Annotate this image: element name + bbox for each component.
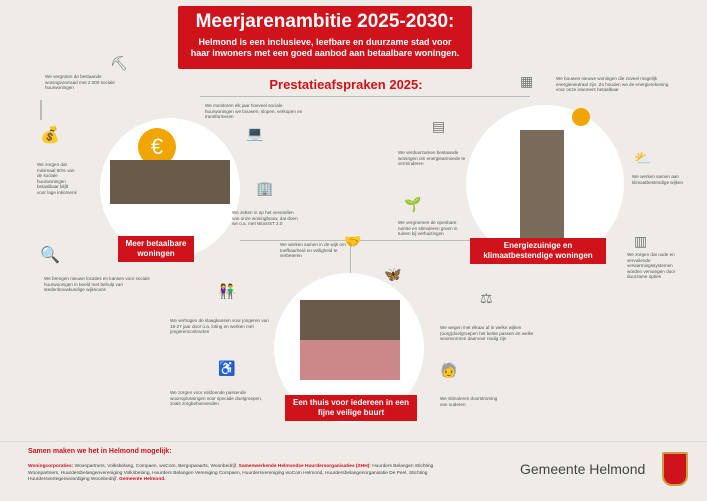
note-monitoring: We monitoren elk jaar hoeveel sociale huurwoningen we bouwen, slopen, verkopen en transformeren bbox=[205, 103, 303, 120]
weather-icon: ⛅ bbox=[634, 150, 652, 166]
header-banner bbox=[178, 6, 472, 69]
euro-coin-icon: € bbox=[138, 128, 176, 166]
tenant-orgs-label: Samenwerkende Helmondse Huurdersorganisaties (SHH): bbox=[238, 464, 371, 469]
note-acceleration: We zetten in op het versnellen van onze woningbouw, dat doen we o.a. met WoonST 2.0 bbox=[232, 210, 298, 227]
crane-icon: ⛏ bbox=[110, 55, 128, 71]
house-row-illustration bbox=[110, 160, 230, 204]
energy-label: Energiezuinige en klimaatbestendige woningen bbox=[470, 238, 606, 264]
home-label: Een thuis voor iedereen in een fijne veilige buurt bbox=[285, 395, 417, 421]
people-group-illustration bbox=[300, 340, 400, 380]
magnifier-icon: 🔍 bbox=[40, 247, 60, 264]
wheelchair-icon: ♿ bbox=[218, 360, 236, 376]
sun-icon bbox=[572, 108, 590, 126]
money-bag-icon: 💰 bbox=[40, 127, 60, 144]
tower-illustration bbox=[520, 130, 564, 240]
note-locations: We brengen nieuwe locaties en kansen voor sociale huurwoningen in beeld met behulp van stedenbouwkundige wijkscans bbox=[44, 276, 150, 293]
ambition-text: Helmond is een inclusieve, leefbare en duurzame stad voor haar inwoners met een goed aanbod aan betaalbare woningen. bbox=[190, 37, 460, 58]
building-icon: 🏢 bbox=[256, 180, 274, 196]
handshake-icon: 🤝 bbox=[344, 233, 362, 249]
note-heating: We zorgen dat oude en vervuilende verwarmingssystemen worden vervangen door duurzame opties bbox=[627, 252, 676, 280]
radiator-icon: ▥ bbox=[634, 233, 648, 249]
coat-of-arms-icon bbox=[662, 452, 688, 486]
solar-panel-icon: ▦ bbox=[520, 73, 534, 89]
note-young-people: We verhogen de slaagkansen voor jongeren van 18-27 jaar door o.a. loting en werken met jongerencontracten bbox=[170, 318, 269, 335]
laptop-icon: 💻 bbox=[246, 125, 264, 141]
scales-icon: ⚖ bbox=[480, 290, 493, 306]
note-greening: We vergroenen de openbare ruimte en stimuleren groen in tuinen bij verhuizingen bbox=[398, 220, 458, 237]
note-liveability: We werken samen in de wijk om toefbaarheid en veiligheid te verbeteren bbox=[280, 242, 346, 259]
tenant-orgs-list: Huurders Belangen Stichting Woonpartners, Huurdersbelangenvereniging Volksbelang, Huurders Belangen Vereniging Compaen, Huurdersvereniging woCom Helmond, Huurdersbelangenorganisatie De Peel, Stichting Huurdersvertegenwoordiging Woonbedrijf. bbox=[28, 464, 434, 482]
footer-partners bbox=[28, 464, 448, 484]
gardening-icon: 🌱 bbox=[404, 196, 422, 212]
municipality-logo-text: Gemeente Helmond bbox=[520, 461, 646, 477]
note-new-homes: We bouwen nieuwe woningen die zoveel mogelijk energieneutraal zijn. Zo houden we de energierekening voor onze inwoners betaalbaar bbox=[556, 76, 669, 93]
elderly-icon: 🧓 bbox=[440, 362, 458, 378]
note-special-groups: We zorgen voor voldoende passende woonoplossingen voor speciale doelgroepen, zoals zorgbehoevenden bbox=[170, 390, 262, 407]
connector bbox=[200, 96, 530, 97]
note-flow-elderly: We stimuleren doorstroming van ouderen bbox=[440, 396, 498, 407]
corporations-label: Woningcorporaties: bbox=[28, 464, 74, 469]
note-climate: We werken samen aan klimaatbestendige wijken bbox=[632, 174, 684, 185]
note-sustainability: We verduurzamen bestaande woningen om energiearmoede te verminderen bbox=[398, 150, 466, 167]
affordable-label: Meer betaalbare woningen bbox=[118, 236, 194, 262]
note-housing-stock: We vergroten de bestaande woningvoorraad met 2.000 sociale huurwoningen bbox=[45, 74, 115, 91]
connector bbox=[40, 100, 42, 120]
connector bbox=[240, 240, 500, 241]
page-title: Meerjarenambitie 2025-2030: bbox=[195, 11, 455, 32]
footer-heading: Samen maken we het in Helmond mogelijk: bbox=[28, 448, 172, 455]
subtitle: Prestatieafspraken 2025: bbox=[269, 77, 423, 92]
young-people-icon: 👫 bbox=[218, 283, 236, 299]
note-neighbourhoods: We wegen met elkaar af in welke wijken (oorg)doelgroepen het beste passen en welke woonvormen daarvoor nodig zijn bbox=[440, 325, 534, 342]
municipality-label: Gemeente Helmond. bbox=[119, 477, 166, 482]
note-affordability: We zorgen dat minimaal 80% van de sociale huurwoningen betaalbaar blijft voor lage inkomens bbox=[37, 162, 77, 195]
butterfly-icon: 🦋 bbox=[384, 266, 402, 282]
corporations-list: Woonpartners, Volksbelang, Compaen, woCom, Bergopwaarts, Woonbedrijf. bbox=[74, 464, 238, 469]
energy-label-icon: ▤ bbox=[432, 118, 446, 134]
